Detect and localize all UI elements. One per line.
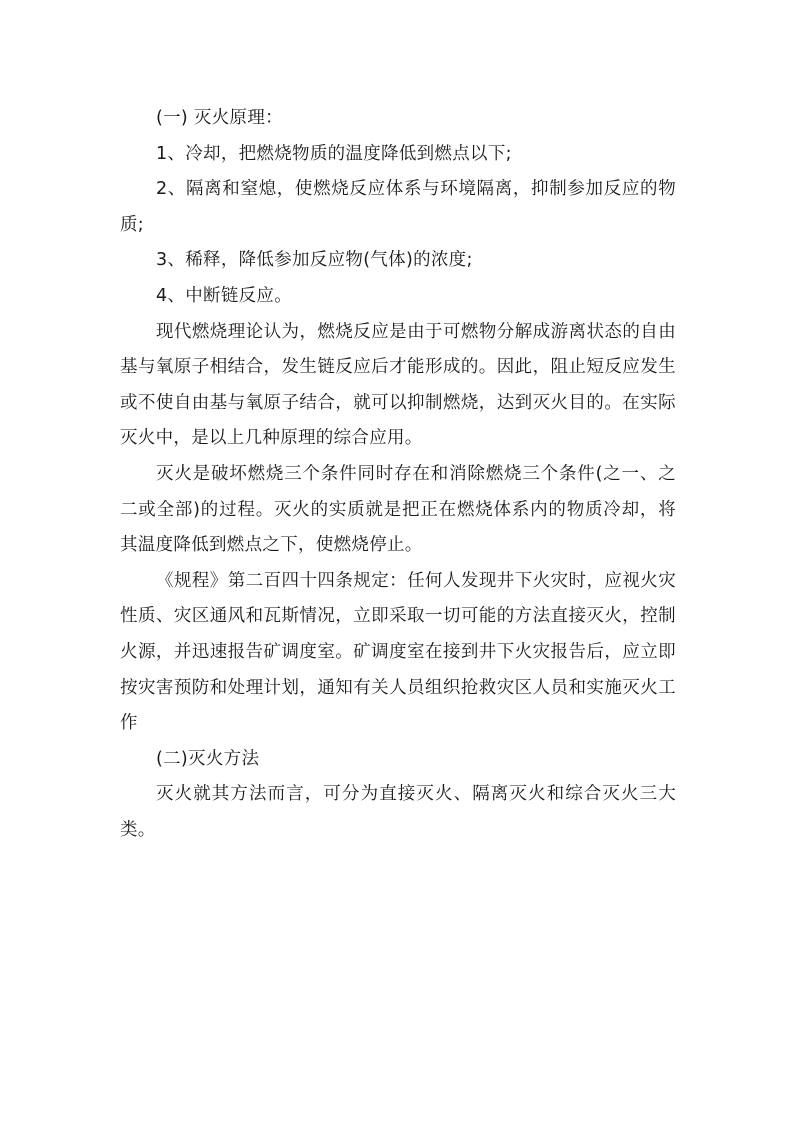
list-item-chain-break: 4、中断链反应。	[156, 285, 293, 306]
section-heading-methods: (二)灭火方法	[156, 748, 260, 769]
paragraph-extinguishing-essence: 灭火是破坏燃烧三个条件同时存在和消除燃烧三个条件(之一、之二或全部)的过程。灭火的实质就是把正在燃烧体系内的物质冷却，将其温度降低到燃点之下，使燃烧停止。	[120, 463, 676, 556]
list-item-isolation: 2、隔离和窒熄，使燃烧反应体系与环境隔离，抑制参加反应的物质;	[120, 179, 676, 235]
paragraph-regulation: 《规程》第二百四十四条规定：任何人发现井下火灾时，应视火灾性质、灾区通风和瓦斯情况，立即采取一切可能的方法直接灭火，控制火源，并迅速报告矿调度室。矿调度室在接到井下火灾报告后，应立即按灾害预防和处理计划，通知有关人员组织抢救灾区人员和实施灭火工作	[120, 570, 676, 734]
list-item-dilution: 3、稀释，降低参加反应物(气体)的浓度;	[156, 250, 473, 271]
paragraph-combustion-theory: 现代燃烧理论认为，燃烧反应是由于可燃物分解成游离状态的自由基与氧原子相结合，发生链反应后才能形成的。因此，阻止短反应发生或不使自由基与氧原子结合，就可以抑制燃烧，达到灭火目的。在实际灭火中，是以上几种原理的综合应用。	[120, 321, 676, 449]
section-heading-principles: (一) 灭火原理：	[156, 108, 283, 128]
paragraph-method-categories: 灭火就其方法而言，可分为直接灭火、隔离灭火和综合灭火三大类。	[120, 784, 676, 840]
document-body	[120, 101, 676, 848]
list-item-cooling: 1、冷却，把燃烧物质的温度降低到燃点以下;	[156, 143, 512, 164]
